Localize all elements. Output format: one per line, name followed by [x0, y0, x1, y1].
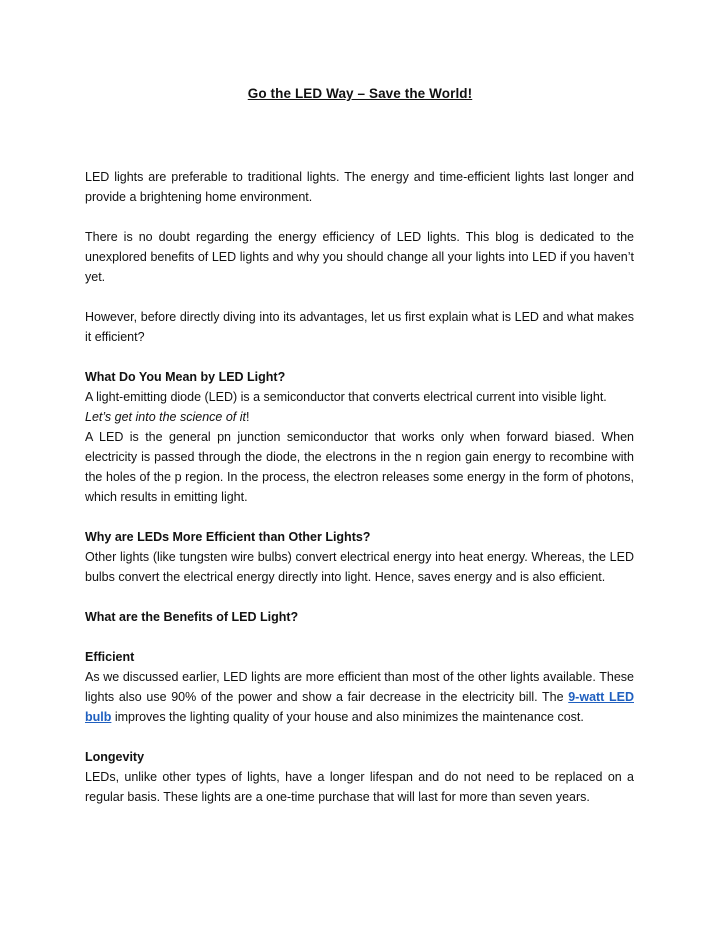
spacer: [85, 507, 634, 527]
section-heading-why-efficient: Why are LEDs More Efficient than Other Lights?: [85, 530, 371, 544]
section-heading-what-is-led: What Do You Mean by LED Light?: [85, 370, 286, 384]
document-title: Go the LED Way – Save the World!: [247, 86, 473, 101]
spacer: [85, 347, 634, 367]
efficient-text-before-link: As we discussed earlier, LED lights are more efficient than most of the other lights available. These lights also use 90% of the power and show a fair decrease in the electricity bill. The: [85, 670, 634, 704]
subheading-efficient: Efficient: [85, 650, 135, 664]
science-italic-text: Let’s get into the science of it: [85, 410, 246, 424]
transition-paragraph: However, before directly diving into its advantages, let us first explain what is LED and what makes it efficient?: [85, 310, 634, 344]
intro-paragraph: LED lights are preferable to traditional lights. The energy and time-efficient lights last longer and provide a brightening home environment.: [85, 170, 634, 204]
spacer: [85, 587, 634, 607]
longevity-paragraph: LEDs, unlike other types of lights, have a longer lifespan and do not need to be replaced on a regular basis. These lights are a one-time purchase that will last for more than seven years.: [85, 770, 634, 804]
efficient-text-after-link: improves the lighting quality of your house and also minimizes the maintenance cost.: [111, 710, 584, 724]
science-line: [85, 407, 634, 427]
led-science-paragraph: A LED is the general pn junction semiconductor that works only when forward biased. When electricity is passed through the diode, the electrons in the n region gain energy to recombine with the holes of the p region. In the process, the electron releases some energy in the form of photons, which results in emitting light.: [85, 430, 634, 504]
efficient-paragraph: [85, 667, 634, 727]
subheading-longevity: Longevity: [85, 750, 145, 764]
science-exclamation: !: [245, 410, 250, 424]
spacer: [85, 727, 634, 747]
led-definition: A light-emitting diode (LED) is a semiconductor that converts electrical current into visible light.: [85, 390, 607, 404]
spacer: [85, 287, 634, 307]
why-efficient-paragraph: Other lights (like tungsten wire bulbs) convert electrical energy into heat energy. Whereas, the LED bulbs convert the electrical energy directly into light. Hence, saves energy and is also efficient.: [85, 550, 634, 584]
9-watt-led-bulb-link[interactable]: 9-watt LED bulb: [85, 690, 634, 724]
section-heading-benefits: What are the Benefits of LED Light?: [85, 610, 299, 624]
spacer: [85, 627, 634, 647]
spacer: [85, 207, 634, 227]
blog-purpose-paragraph: There is no doubt regarding the energy efficiency of LED lights. This blog is dedicated to the unexplored benefits of LED lights and why you should change all your lights into LED if you haven’t yet.: [85, 230, 634, 284]
document-body: [85, 167, 634, 807]
